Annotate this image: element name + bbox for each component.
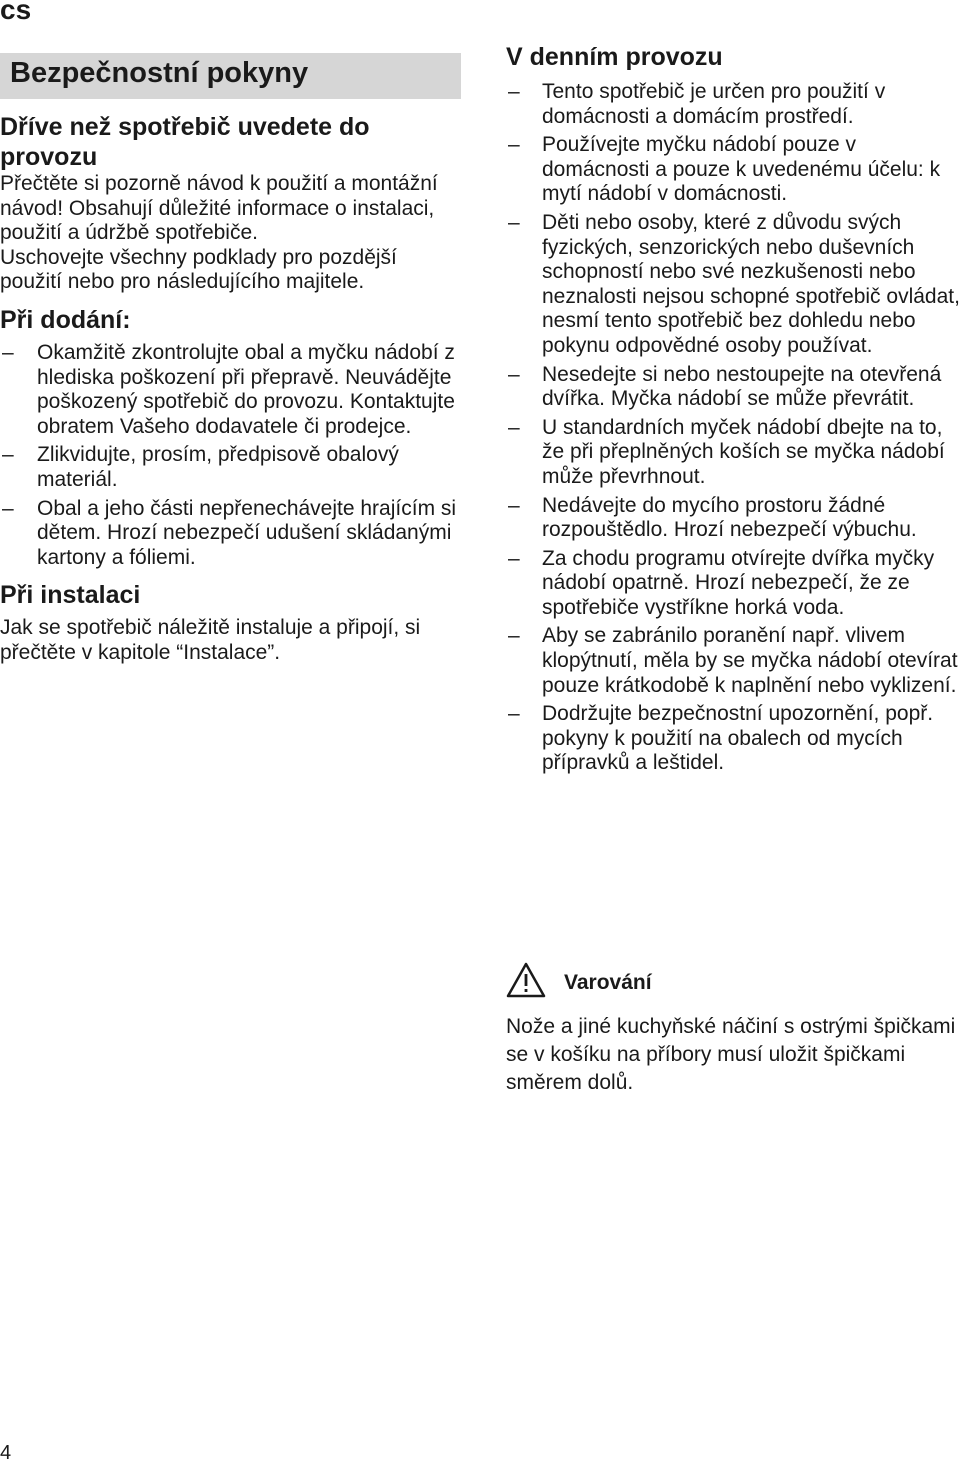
warning-text: Nože a jiné kuchyňské náčiní s ostrými špičkami se v košíku na příbory musí uložit špičkami směrem dolů. bbox=[506, 1015, 956, 1094]
list-item: – Zlikvidujte, prosím, předpisově obalový materiál. bbox=[0, 443, 462, 492]
page-number: 4 bbox=[0, 1442, 12, 1464]
section-title: Bezpečnostní pokyny bbox=[0, 53, 461, 99]
heading-installation: Při instalaci bbox=[0, 581, 141, 610]
list-item: – U standardních myček nádobí dbejte na to, že při přeplněných koších se myčka nádobí může převrhnout. bbox=[506, 416, 960, 490]
warning-triangle-icon bbox=[506, 962, 564, 1003]
list-item: – Děti nebo osoby, které z důvodu svých fyzických, senzorických nebo duševních schopností nebo své nezkušenosti nebo neznalosti nejsou schopné spotřebič ovládat, nesmí tento spotřebič bez dohledu nebo pokynu odpovědné osoby používat. bbox=[506, 211, 960, 359]
paragraph-installation: Jak se spotřebič náležitě instaluje a připojí, si přečtěte v kapitole “Instalace”. bbox=[0, 616, 421, 664]
list-item: – Nesedejte si nebo nestoupejte na otevřená dvířka. Myčka nádobí se může převrátit. bbox=[506, 363, 960, 412]
list-item: – Okamžitě zkontrolujte obal a myčku nádobí z hlediska poškození při přepravě. Neuvádějte poškozený spotřebič do provozu. Kontaktujte obratem Vašeho dodavatele či prodejce. bbox=[0, 341, 462, 439]
warning-box bbox=[506, 962, 960, 1097]
warning-title: Varování bbox=[564, 970, 652, 994]
list-item: – Za chodu programu otvírejte dvířka myčky nádobí opatrně. Hrozí nebezpečí, že ze spotřebiče vystříkne horká voda. bbox=[506, 547, 960, 621]
list-item: – Tento spotřebič je určen pro použití v domácnosti a domácím prostředí. bbox=[506, 80, 960, 129]
daily-use-list bbox=[506, 80, 960, 776]
left-column bbox=[0, 108, 462, 666]
list-item: – Aby se zabránilo poranění např. vlivem klopýtnutí, měla by se myčka nádobí otevírat pouze krátkodobě k naplnění nebo vyklizení. bbox=[506, 624, 960, 698]
delivery-list bbox=[0, 341, 462, 570]
list-item: – Obal a jeho části nepřenechávejte hrajícím si dětem. Hrozí nebezpečí udušení skládanými kartony a fóliemi. bbox=[0, 497, 462, 571]
list-item: – Používejte myčku nádobí pouze v domácnosti a pouze k uvedenému účelu: k mytí nádobí v domácnosti. bbox=[506, 133, 960, 207]
language-code: cs bbox=[0, 0, 32, 25]
paragraph-keep-documents: Uschovejte všechny podklady pro pozdější použití nebo pro následujícího majitele. bbox=[0, 245, 397, 294]
list-item: – Dodržujte bezpečnostní upozornění, popř. pokyny k použití na obalech od mycích přípravků a leštidel. bbox=[506, 702, 960, 776]
warning-header bbox=[506, 962, 960, 1003]
heading-before-use: Dříve než spotřebič uvedete do provozu bbox=[0, 113, 370, 171]
heading-on-delivery: Při dodání: bbox=[0, 305, 131, 334]
right-column bbox=[506, 42, 960, 780]
paragraph-read-manual: Přečtěte si pozorně návod k použití a montážní návod! Obsahují důležité informace o instalaci, použití a údržbě spotřebiče. bbox=[0, 172, 438, 245]
list-item: – Nedávejte do mycího prostoru žádné rozpouštědlo. Hrozí nebezpečí výbuchu. bbox=[506, 494, 960, 543]
heading-daily-use: V denním provozu bbox=[506, 43, 723, 71]
